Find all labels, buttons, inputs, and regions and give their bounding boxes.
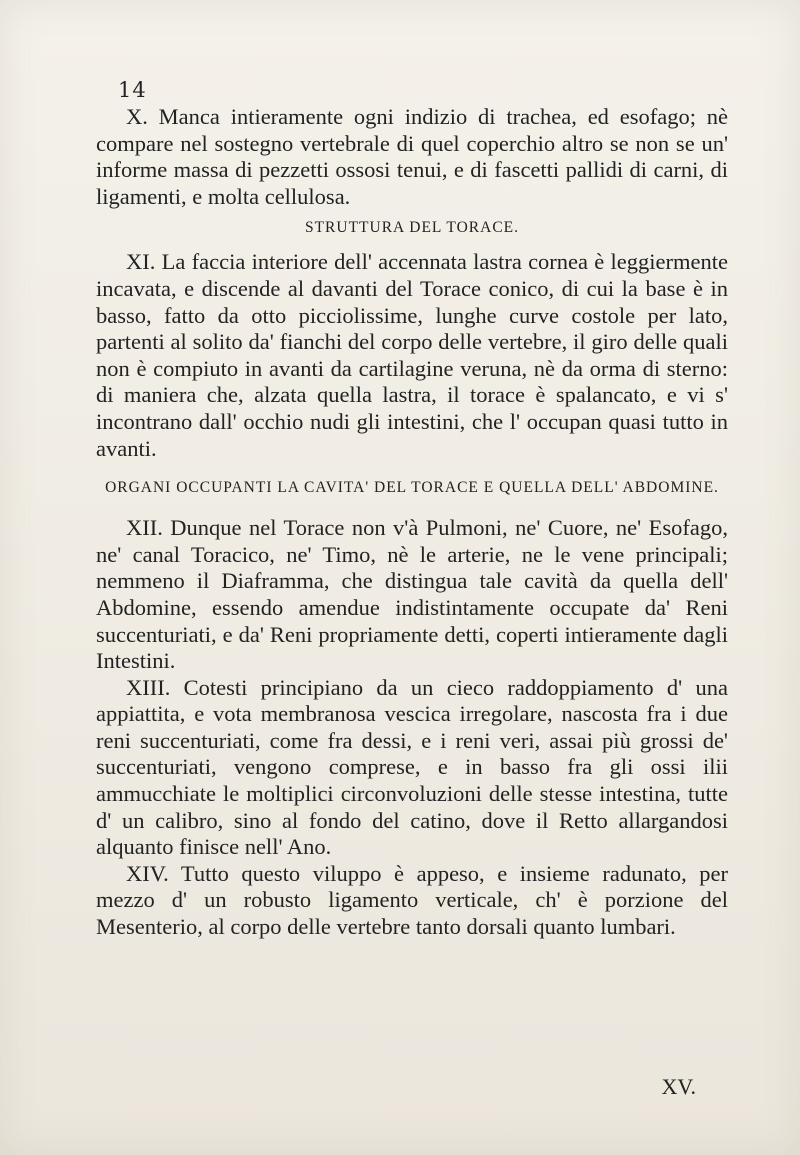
- section-heading-organi: ORGANI OCCUPANTI LA CAVITA' DEL TORACE E QUELLA DELL' ABDOMINE.: [105, 479, 719, 497]
- catchword: XV.: [661, 1074, 696, 1099]
- page-number: 14: [118, 78, 147, 102]
- paragraph-xii: XII. Dunque nel Torace non v'à Pulmoni, ne' Cuore, ne' Esofago, ne' canal Toracico, ne' Timo, nè le arterie, ne le vene principali; nemmeno il Diaframma, che distingua tale cavità da quella dell' Abdomine, essendo amendue indistintamente occupate da' Reni succenturiati, e da' Reni propriamente detti, coperti intieramente dagli Intestini.: [96, 515, 728, 674]
- paragraph-xiv: XIV. Tutto questo viluppo è appeso, e insieme radunato, per mezzo d' un robusto ligamento verticale, ch' è porzione del Mesenterio, al corpo delle vertebre tanto dorsali quanto lumbari.: [96, 860, 728, 940]
- paragraph-xi: XI. La faccia interiore dell' accennata lastra cornea è leggiermente incavata, e discende al davanti del Torace conico, di cui la base è in basso, fatto da otto picciolissime, lunghe curve costole per lato, partenti al solito da' fianchi del corpo delle vertebre, il giro delle quali non è compiuto in avanti da cartilagine veruna, nè da orma di sterno: di maniera che, alzata quella lastra, il torace è spalancato, e vi s' incontrano dall' occhio nudi gli intestini, che l' occupan quasi tutto in avanti.: [96, 249, 728, 461]
- paragraph-x: X. Manca intieramente ogni indizio di trachea, ed esofago; nè compare nel sostegno vertebrale di quel coperchio altro se non se un' informe massa di pezzetti ossosi tenui, e di fascetti pallidi di carni, di ligamenti, e molta cellulosa.: [96, 104, 728, 209]
- page-body: [96, 104, 728, 941]
- section-heading-torace: STRUTTURA DEL TORACE.: [304, 219, 520, 237]
- paragraph-xiii: XIII. Cotesti principiano da un cieco raddoppiamento d' una appiattita, e vota membranosa vescica irregolare, nascosta fra i due reni succenturiati, come fra dessi, e i reni veri, assai più grossi de' succenturiati, vengono comprese, e in basso fra gli ossi ilii ammucchiate le moltiplici circonvoluzioni delle stesse intestina, tutte d' un calibro, sino al fondo del catino, dove il Retto allargandosi alquanto finisce nell' Ano.: [96, 674, 728, 860]
